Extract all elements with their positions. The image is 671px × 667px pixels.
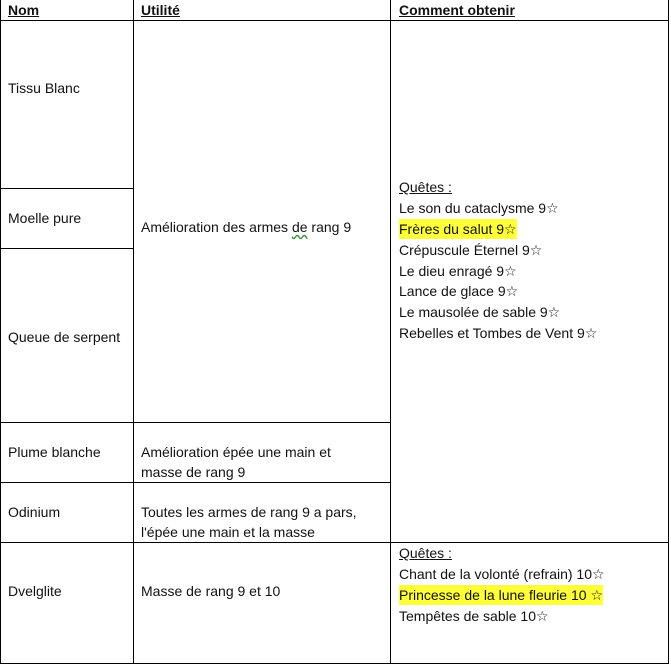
row-divider	[0, 248, 134, 249]
utilite-odinium-line1: Toutes les armes de rang 9 a pars,	[141, 504, 357, 520]
row-divider	[0, 188, 134, 189]
quest-item-highlighted: Frères du salut 9☆	[399, 221, 517, 237]
nom-dvelglite: Dvelglite	[8, 583, 62, 599]
nom-tissu-blanc: Tissu Blanc	[8, 80, 80, 96]
table-right-border	[668, 0, 669, 664]
quest-item: Crépuscule Éternel 9☆	[399, 242, 543, 258]
quest-item: Lance de glace 9☆	[399, 283, 519, 299]
table-left-border	[0, 0, 1, 664]
column-divider	[390, 0, 391, 664]
quest-item: Chant de la volonté (refrain) 10☆	[399, 566, 605, 582]
utilite-odinium-line2: l'épée une main et la masse	[141, 524, 315, 540]
utilite-plume-line2: masse de rang 9	[141, 464, 246, 480]
quest-item: Tempêtes de sable 10☆	[399, 608, 549, 624]
nom-moelle-pure: Moelle pure	[8, 210, 82, 226]
nom-plume-blanche: Plume blanche	[8, 444, 101, 460]
row-divider	[0, 542, 669, 543]
nom-queue-de-serpent: Queue de serpent	[8, 329, 121, 345]
quetes-title: Quêtes :	[399, 179, 452, 195]
quetes-title: Quêtes :	[399, 545, 452, 561]
quest-item: Rebelles et Tombes de Vent 9☆	[399, 325, 598, 341]
quest-item: Le dieu enragé 9☆	[399, 263, 517, 279]
header-bottom-border	[0, 20, 669, 21]
quest-item: Le son du cataclysme 9☆	[399, 200, 559, 216]
row-divider	[0, 422, 391, 423]
utilite-dvelglite: Masse de rang 9 et 10	[141, 583, 281, 599]
utilite-plume-line1: Amélioration épée une main et	[141, 444, 331, 460]
nom-odinium: Odinium	[8, 504, 61, 520]
header-utilite: Utilité	[141, 2, 180, 18]
row-divider	[0, 482, 391, 483]
utilite-armes-rang-9: Amélioration des armes de rang 9	[141, 219, 352, 235]
quest-item: Le mausolée de sable 9☆	[399, 304, 561, 320]
header-comment-obtenir: Comment obtenir	[399, 2, 515, 18]
column-divider	[133, 0, 134, 664]
header-nom: Nom	[8, 2, 40, 18]
quest-item-highlighted: Princesse de la lune fleurie 10 ☆	[399, 587, 603, 603]
table-bottom-border	[0, 663, 669, 664]
